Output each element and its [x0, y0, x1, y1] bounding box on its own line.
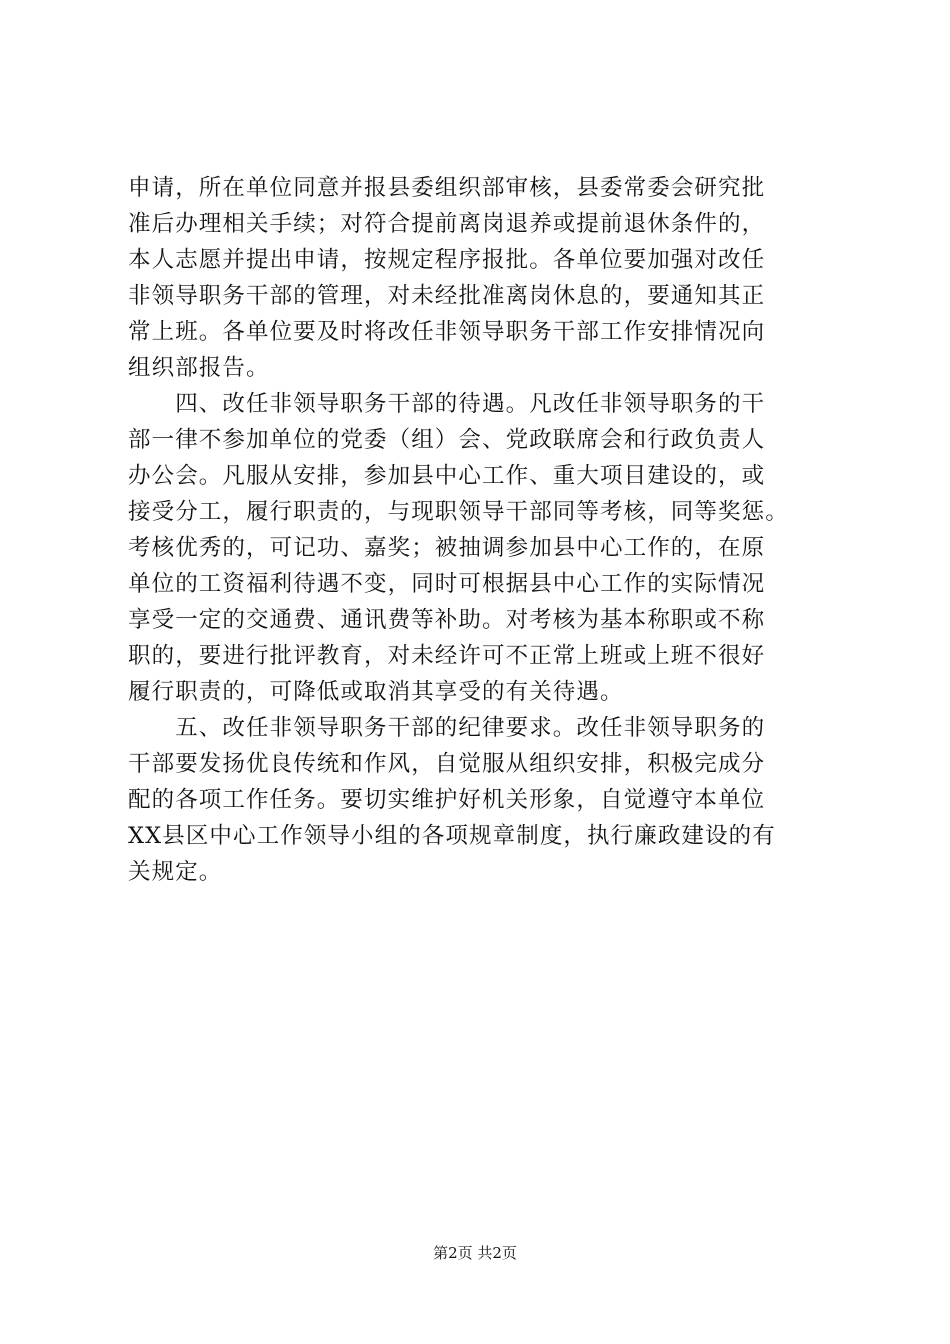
text-line: 办公会。凡服从安排，参加县中心工作、重大项目建设的，或	[128, 463, 766, 489]
text-line: 组织部报告。	[128, 355, 270, 381]
text-line: 关规定。	[128, 859, 223, 885]
text-line: 享受一定的交通费、通讯费等补助。对考核为基本称职或不称	[128, 607, 766, 633]
text-line: 非领导职务干部的管理，对未经批准离岗休息的，要通知其正	[128, 283, 766, 309]
text-line: 常上班。各单位要及时将改任非领导职务干部工作安排情况向	[128, 319, 766, 345]
text-line: 五、改任非领导职务干部的纪律要求。改任非领导职务的	[128, 715, 766, 741]
document-body	[128, 170, 848, 890]
text-line: 考核优秀的，可记功、嘉奖；被抽调参加县中心工作的，在原	[128, 535, 766, 561]
text-line: 职的，要进行批评教育，对未经许可不正常上班或上班不很好	[128, 643, 766, 669]
text-line: 干部要发扬优良传统和作风，自觉服从组织安排，积极完成分	[128, 751, 766, 777]
text-line: 申请，所在单位同意并报县委组织部审核，县委常委会研究批	[128, 175, 766, 201]
text-line: 履行职责的，可降低或取消其享受的有关待遇。	[128, 679, 624, 705]
text-line: 准后办理相关手续；对符合提前离岗退养或提前退休条件的，	[128, 211, 766, 237]
text-line: 本人志愿并提出申请，按规定程序报批。各单位要加强对改任	[128, 247, 766, 273]
text-line: 配的各项工作任务。要切实维护好机关形象，自觉遵守本单位	[128, 787, 766, 813]
text-line: 接受分工，履行职责的，与现职领导干部同等考核，同等奖惩。	[128, 499, 789, 525]
text-line: XX县区中心工作领导小组的各项规章制度，执行廉政建设的有	[128, 823, 776, 849]
text-line: 单位的工资福利待遇不变，同时可根据县中心工作的实际情况	[128, 571, 766, 597]
text-line: 四、改任非领导职务干部的待遇。凡改任非领导职务的干	[128, 391, 766, 417]
text-line: 部一律不参加单位的党委（组）会、党政联席会和行政负责人	[128, 427, 766, 453]
page-number-footer: 第2页 共2页	[433, 1244, 517, 1262]
